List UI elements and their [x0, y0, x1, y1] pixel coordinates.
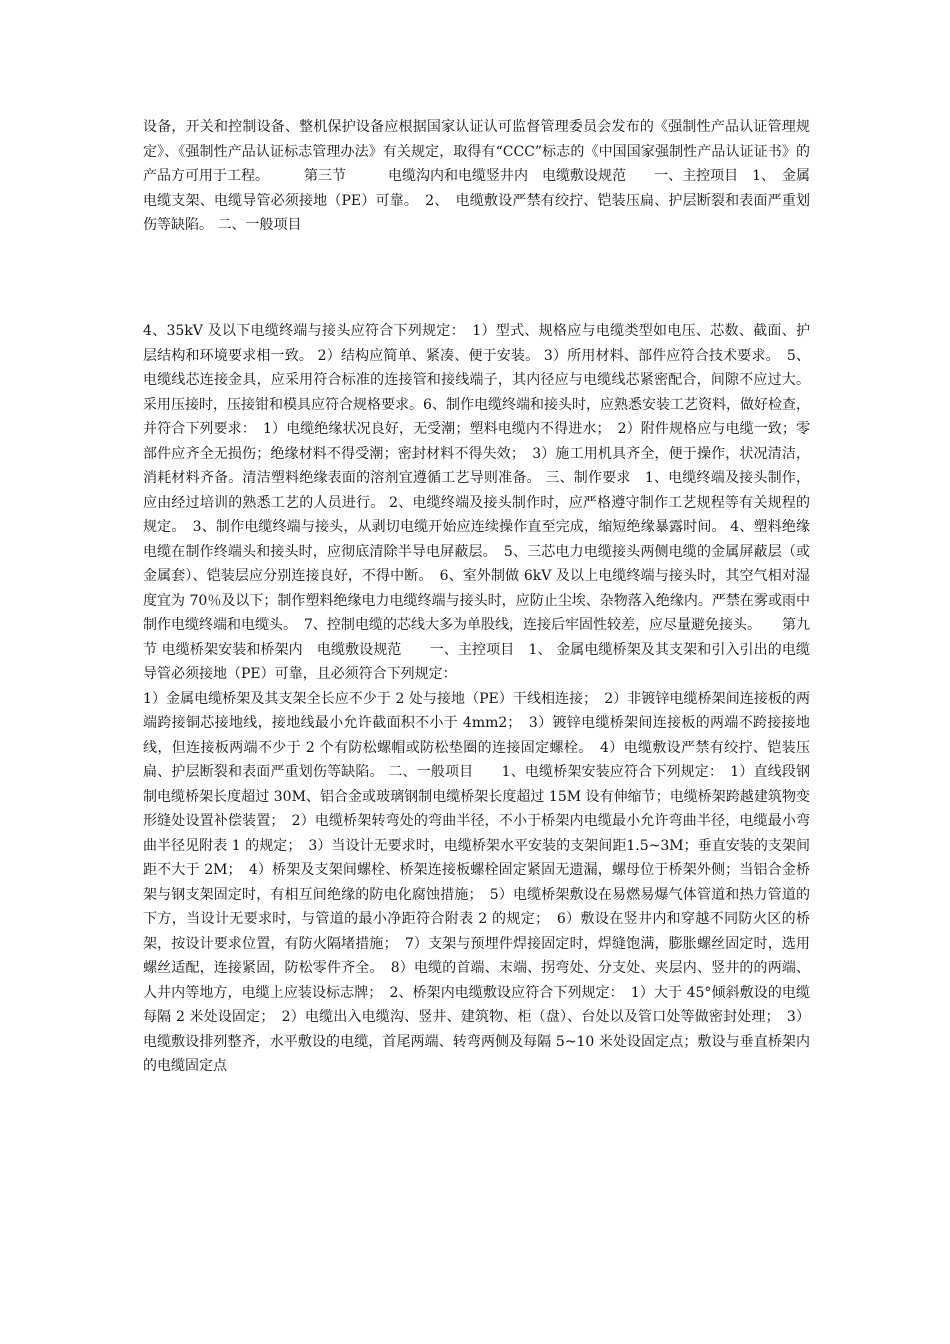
- paragraph-cable-trench-specification: 设备，开关和控制设备、整机保护设备应根据国家认证认可监督管理委员会发布的《强制性产品认证管理规定》、《强制性产品认证标志管理办法》有关规定，取得有“CCC”标志的《中国国家强制性产品认证证书》的产品方可用于工程。 第三节 电缆沟内和电缆竖井内 电缆敷设规范 一、主控项目 1、 金属电缆支架、电缆导管必须接地（PE）可靠。 2、 电缆敷设严禁有绞拧、铠装压扁、护层断裂和表面严重划伤等缺陷。 二、一般项目: [143, 119, 810, 234]
- document-page: [143, 0, 810, 1344]
- paragraph-cable-terminal-and-tray-specification: 4、35kV 及以下电缆终端与接头应符合下列规定： 1）型式、规格应与电缆类型如电压、芯数、截面、护层结构和环境要求相一致。 2）结构应简单、紧凑、便于安装。 3）所用材料、部件应符合技术要求。 5、电缆线芯连接金具，应采用符合标准的连接管和接线端子，其内径应与电缆线芯紧密配合，间隙不应过大。采用压接时，压接钳和模具应符合规格要求。6、制作电缆终端和接头时，应熟悉安装工艺资料，做好检查，并符合下列要求： 1）电缆绝缘状况良好，无受潮；塑料电缆内不得进水； 2）附件规格应与电缆一致；零部件应齐全无损伤；绝缘材料不得受潮；密封材料不得失效； 3）施工用机具齐全，便于操作，状况清洁，消耗材料齐备。清洁塑料绝缘表面的溶剂宜遵循工艺导则准备。 三、制作要求 1、电缆终端及接头制作，应由经过培训的熟悉工艺的人员进行。 2、电缆终端及接头制作时，应严格遵守制作工艺规程等有关规程的规定。 3、制作电缆终端与接头，从剥切电缆开始应连续操作直至完成，缩短绝缘暴露时间。 4、塑料绝缘电缆在制作终端头和接头时，应彻底清除半导电屏蔽层。 5、三芯电力电缆接头两侧电缆的金属屏蔽层（或金属套）、铠装层应分别连接良好，不得中断。 6、室外制做 6kV 及以上电缆终端与接头时，其空气相对湿度宜为 70％及以下；制作塑料绝缘电力电缆终端与接头时，应防止尘埃、杂物落入绝缘内。严禁在雾或雨中制作电缆终端和电缆头。 7、控制电缆的芯线大多为单股线，连接后牢固性较差，应尽量避免接头。 第九节 电缆桥架安装和桥架内 电缆敷设规范 一、主控项目 1、 金属电缆桥架及其支架和引入引出的电缆导管必须接地（PE）可靠，且必须符合下列规定： 1）金属电缆桥架及其支架全长应不少于 2 处与接地（PE）干线相连接； 2）非镀锌电缆桥架间连接板的两端跨接铜芯接地线，接地线最小允许截面积不小于 4mm2； 3）镀锌电缆桥架间连接板的两端不跨接接地线，但连接板两端不少于 2 个有防松螺帽或防松垫圈的连接固定螺栓。 4）电缆敷设严禁有绞拧、铠装压扁、护层断裂和表面严重划伤等缺陷。 二、一般项目 1、电缆桥架安装应符合下列规定： 1）直线段钢制电缆桥架长度超过 30M、铝合金或玻璃钢制电缆桥架长度超过 15M 设有伸缩节；电缆桥架跨越建筑物变形缝处设置补偿装置； 2）电缆桥架转弯处的弯曲半径，不小于桥架内电缆最小允许弯曲半径，电缆最小弯曲半径见附表 1 的规定； 3）当设计无要求时，电缆桥架水平安装的支架间距1.5~3M；垂直安装的支架间距不大于 2M； 4）桥架及支架间螺栓、桥架连接板螺栓固定紧固无遗漏，螺母位于桥架外侧；当铝合金桥架与钢支架固定时，有相互间绝缘的防电化腐蚀措施； 5）电缆桥架敷设在易燃易爆气体管道和热力管道的下方，当设计无要求时，与管道的最小净距符合附表 2 的规定； 6）敷设在竖井内和穿越不同防火区的桥架，按设计要求位置，有防火隔堵措施； 7）支架与预埋件焊接固定时，焊缝饱满，膨胀螺丝固定时，选用螺丝适配，连接紧固，防松零件齐全。 8）电缆的首端、末端、拐弯处、分支处、夹层内、竖井的的两端、人井内等地方，电缆上应装设标志牌； 2、桥架内电缆敷设应符合下列规定： 1）大于 45°倾斜敷设的电缆每隔 2 米处设固定； 2）电缆出入电缆沟、竖井、建筑物、柜（盘）、台处以及管口处等做密封处理； 3）电缆敷设排列整齐，水平敷设的电缆，首尾两端、转弯两侧及每隔 5~10 米处设固定点；敷设与垂直桥架内的电缆固定点: [143, 323, 810, 1074]
